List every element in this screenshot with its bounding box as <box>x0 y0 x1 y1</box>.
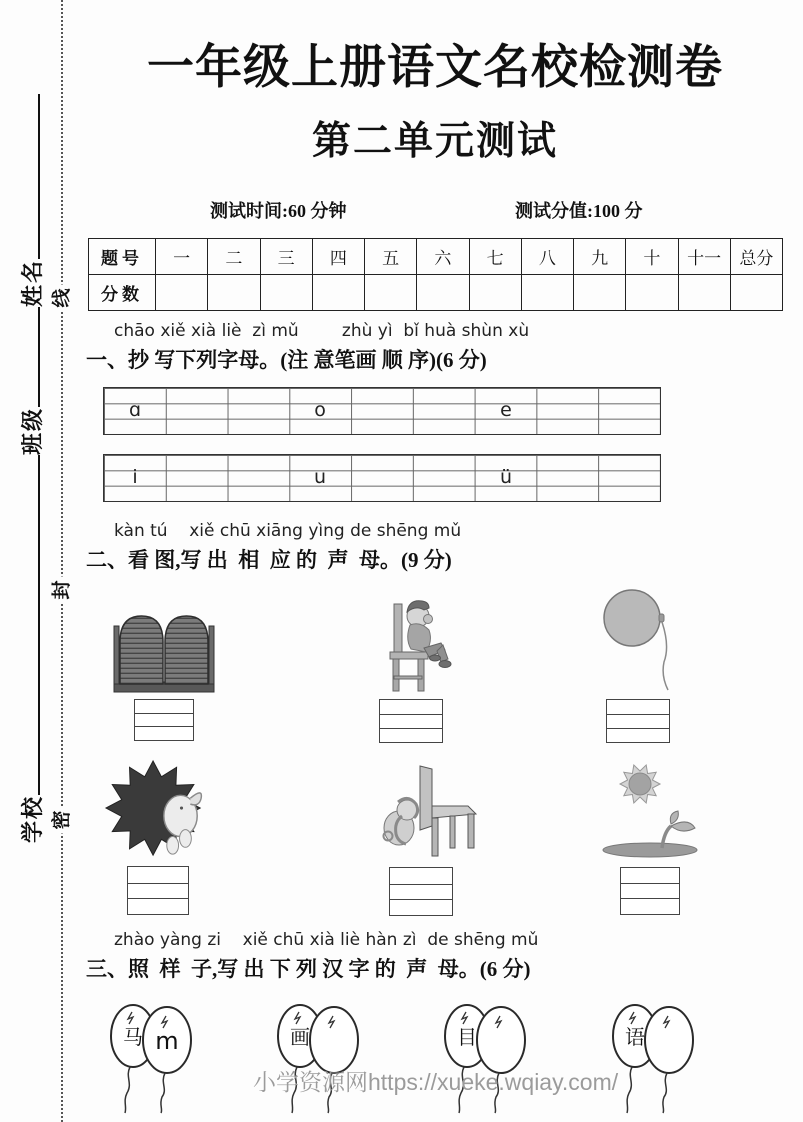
score-cell[interactable] <box>730 275 782 311</box>
question-number-label: 题号 <box>89 239 156 275</box>
grid-letter-o: o <box>314 399 326 421</box>
unit-subtitle: 第二单元测试 <box>311 120 558 163</box>
seal-char-xian: 线 <box>51 285 75 312</box>
hedgehog-image <box>104 758 208 864</box>
balloon-pair-yu <box>610 1000 698 1118</box>
grid-letter-u-umlaut: ü <box>499 466 513 488</box>
page-title: 一年级上册语文名校检测卷 <box>147 40 723 93</box>
score-table-header-row <box>89 239 783 275</box>
score-cell[interactable] <box>678 275 730 311</box>
score-cell[interactable] <box>626 275 678 311</box>
score-label: 分数 <box>89 275 156 311</box>
watermark-text: 小学资源网https://xueke.wqiay.com/ <box>253 1069 619 1095</box>
answer-box-balloon[interactable] <box>606 699 670 743</box>
balloon-hanzi: 画 <box>290 1027 310 1049</box>
score-cell[interactable] <box>208 275 260 311</box>
student-info-labels <box>16 43 47 843</box>
answer-box-boy[interactable] <box>379 699 443 743</box>
balloon-pair-ma <box>108 1000 196 1118</box>
score-table <box>88 238 783 311</box>
balloon-hanzi: 语 <box>625 1027 645 1049</box>
school-label: 学校 <box>20 794 45 843</box>
score-cell[interactable] <box>260 275 312 311</box>
section1-pinyin: chāo xiě xià liè zì mǔ zhù yì bǐ huà shùn xù <box>114 321 530 341</box>
seal-dotted-line <box>61 0 63 1122</box>
answer-box-hedgehog[interactable] <box>127 866 189 915</box>
col-3: 三 <box>260 239 312 275</box>
section1-heading: 一、抄 写下列字母。(注 意笔画 顺 序)(6 分) <box>86 348 487 372</box>
answer-box-door[interactable] <box>134 699 194 741</box>
score-cell[interactable] <box>521 275 573 311</box>
seal-char-mi: 密 <box>51 807 75 834</box>
section3-heading: 三、照 样 子,写 出 下 列 汉 字 的 声 母。(6 分) <box>86 957 531 981</box>
answer-box-doll-chair[interactable] <box>389 867 453 916</box>
grid-letter-i: i <box>132 466 138 488</box>
name-blank-line[interactable] <box>35 94 40 259</box>
name-label: 姓名 <box>20 258 45 307</box>
school-blank-line[interactable] <box>35 455 40 795</box>
score-table-score-row <box>89 275 783 311</box>
test-score: 测试分值:100 分 <box>515 201 643 221</box>
score-cell[interactable] <box>365 275 417 311</box>
score-cell[interactable] <box>574 275 626 311</box>
col-9: 九 <box>574 239 626 275</box>
col-4: 四 <box>312 239 364 275</box>
balloon-hanzi: 马 <box>123 1027 143 1049</box>
section3-pinyin: zhào yàng zi xiě chū xià liè hàn zì de shēng mǔ <box>114 930 539 950</box>
letter-copy-grid-row2[interactable] <box>103 454 661 502</box>
col-7: 七 <box>469 239 521 275</box>
score-cell[interactable] <box>417 275 469 311</box>
class-blank-line[interactable] <box>35 307 40 407</box>
col-total: 总分 <box>730 239 782 275</box>
boy-on-chair-image <box>370 592 464 696</box>
col-5: 五 <box>365 239 417 275</box>
balloon-hanzi: 目 <box>457 1027 477 1049</box>
class-label: 班级 <box>20 406 45 455</box>
col-1: 一 <box>156 239 208 275</box>
col-6: 六 <box>417 239 469 275</box>
balloon-answer[interactable]: m <box>155 1027 179 1055</box>
grid-letter-u: u <box>313 466 327 488</box>
grid-letter-a: ɑ <box>128 399 142 421</box>
score-cell[interactable] <box>312 275 364 311</box>
section2-heading: 二、看 图,写 出 相 应 的 声 母。(9 分) <box>86 548 452 572</box>
letter-copy-grid-row1[interactable] <box>103 387 661 435</box>
balloon-pair-hua <box>275 1000 363 1118</box>
sun-and-sprout-image <box>598 758 704 862</box>
col-8: 八 <box>521 239 573 275</box>
score-cell[interactable] <box>156 275 208 311</box>
grid-letter-e: e <box>500 399 512 421</box>
seal-char-feng: 封 <box>51 577 75 604</box>
test-time: 测试时间:60 分钟 <box>210 201 347 221</box>
answer-box-sun-sprout[interactable] <box>620 867 680 915</box>
col-2: 二 <box>208 239 260 275</box>
doll-behind-chair-image <box>380 764 478 864</box>
col-10: 十 <box>626 239 678 275</box>
section2-pinyin: kàn tú xiě chū xiāng yìng de shēng mǔ <box>114 521 462 541</box>
double-door-image <box>113 604 215 694</box>
balloon-image <box>598 586 674 694</box>
score-cell[interactable] <box>469 275 521 311</box>
col-11: 十一 <box>678 239 730 275</box>
balloon-pair-mu <box>442 1000 530 1118</box>
